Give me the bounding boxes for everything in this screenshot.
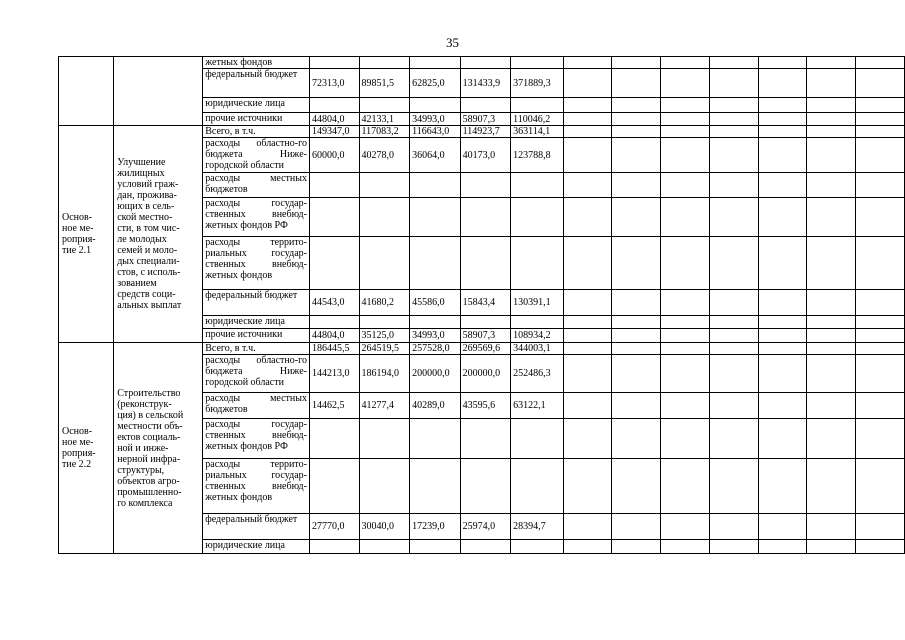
empty-cell (661, 329, 710, 343)
empty-cell (612, 393, 661, 419)
empty-cell (709, 290, 758, 316)
funding-source: расходы террито-риальных государ-ственных внебюд-жетных фондов (203, 237, 310, 290)
empty-cell (807, 459, 856, 514)
amount-cell: 44804,0 (309, 113, 359, 126)
empty-cell (661, 173, 710, 198)
empty-cell (758, 173, 807, 198)
empty-cell (563, 126, 612, 138)
empty-cell (758, 514, 807, 540)
funding-source: расходы государ-ственных внебюд-жетных фондов РФ (203, 198, 310, 237)
empty-cell (709, 419, 758, 459)
empty-cell (856, 355, 905, 393)
amount-cell (511, 57, 563, 69)
amount-cell (359, 98, 410, 113)
budget-table (58, 56, 905, 554)
empty-cell (758, 355, 807, 393)
table-row (59, 126, 905, 138)
empty-cell (856, 540, 905, 554)
empty-cell (612, 126, 661, 138)
amount-cell (309, 419, 359, 459)
empty-cell (661, 237, 710, 290)
amount-cell: 14462,5 (309, 393, 359, 419)
amount-cell: 62825,0 (410, 69, 461, 98)
empty-cell (758, 198, 807, 237)
empty-cell (807, 69, 856, 98)
empty-cell (661, 540, 710, 554)
amount-cell: 131433,9 (460, 69, 511, 98)
empty-cell (807, 316, 856, 329)
amount-cell: 264519,5 (359, 343, 410, 355)
empty-cell (661, 355, 710, 393)
empty-cell (856, 419, 905, 459)
measure-description-cell (114, 343, 203, 554)
amount-cell: 116643,0 (410, 126, 461, 138)
amount-cell: 252486,3 (511, 355, 563, 393)
empty-cell (661, 316, 710, 329)
funding-source: расходы местных бюджетов (203, 173, 310, 198)
amount-cell: 123788,8 (511, 138, 563, 173)
amount-cell (511, 173, 563, 198)
empty-cell (563, 69, 612, 98)
amount-cell (309, 173, 359, 198)
amount-cell (410, 198, 461, 237)
amount-cell: 36064,0 (410, 138, 461, 173)
empty-cell (612, 329, 661, 343)
amount-cell (359, 198, 410, 237)
amount-cell (511, 419, 563, 459)
empty-cell (758, 126, 807, 138)
amount-cell: 45586,0 (410, 290, 461, 316)
empty-cell (709, 329, 758, 343)
empty-cell (709, 138, 758, 173)
empty-cell (758, 393, 807, 419)
amount-cell: 117083,2 (359, 126, 410, 138)
empty-cell (709, 514, 758, 540)
amount-cell (359, 540, 410, 554)
empty-cell (807, 540, 856, 554)
empty-cell (563, 113, 612, 126)
funding-source: расходы государ-ственных внебюд-жетных фондов РФ (203, 419, 310, 459)
amount-cell (359, 459, 410, 514)
empty-cell (758, 57, 807, 69)
amount-cell (359, 316, 410, 329)
amount-cell: 60000,0 (309, 138, 359, 173)
empty-cell (709, 113, 758, 126)
amount-cell (309, 459, 359, 514)
empty-cell (563, 343, 612, 355)
page-number: 35 (446, 35, 459, 50)
amount-cell (410, 173, 461, 198)
amount-cell: 34993,0 (410, 113, 461, 126)
empty-cell (563, 237, 612, 290)
amount-cell (511, 237, 563, 290)
measure-label-cell (59, 343, 114, 554)
measure-label: Основ- ное ме- роприя- тие 2.1 (62, 212, 96, 256)
amount-cell: 40289,0 (410, 393, 461, 419)
amount-cell: 72313,0 (309, 69, 359, 98)
amount-cell (359, 419, 410, 459)
empty-cell (612, 173, 661, 198)
amount-cell: 363114,1 (511, 126, 563, 138)
empty-cell (856, 514, 905, 540)
amount-cell: 269569,6 (460, 343, 511, 355)
funding-source: Всего, в т.ч. (203, 343, 310, 355)
amount-cell (460, 419, 511, 459)
empty-cell (856, 290, 905, 316)
empty-cell (709, 173, 758, 198)
empty-cell (661, 459, 710, 514)
empty-cell (758, 98, 807, 113)
empty-cell (563, 540, 612, 554)
empty-cell (661, 514, 710, 540)
empty-cell (612, 237, 661, 290)
empty-cell (709, 126, 758, 138)
amount-cell (460, 540, 511, 554)
amount-cell: 17239,0 (410, 514, 461, 540)
amount-cell: 30040,0 (359, 514, 410, 540)
empty-cell (612, 98, 661, 113)
empty-cell (807, 198, 856, 237)
empty-cell (758, 138, 807, 173)
empty-cell (612, 57, 661, 69)
empty-cell (758, 290, 807, 316)
amount-cell (460, 173, 511, 198)
empty-cell (758, 540, 807, 554)
amount-cell: 257528,0 (410, 343, 461, 355)
empty-cell (661, 419, 710, 459)
amount-cell: 27770,0 (309, 514, 359, 540)
empty-cell (758, 459, 807, 514)
funding-source: юридические лица (203, 316, 310, 329)
amount-cell: 15843,4 (460, 290, 511, 316)
empty-cell (661, 198, 710, 237)
measure-label: Основ- ное ме- роприя- тие 2.2 (62, 426, 96, 470)
empty-cell (563, 329, 612, 343)
empty-cell (563, 316, 612, 329)
empty-cell (709, 198, 758, 237)
funding-source: расходы местных бюджетов (203, 393, 310, 419)
empty-cell (856, 98, 905, 113)
funding-source: расходы террито-риальных государ-ственных внебюд-жетных фондов (203, 459, 310, 514)
empty-cell (612, 316, 661, 329)
amount-cell: 63122,1 (511, 393, 563, 419)
amount-cell (309, 57, 359, 69)
amount-cell (410, 316, 461, 329)
empty-cell (807, 126, 856, 138)
empty-cell (563, 355, 612, 393)
empty-cell (661, 113, 710, 126)
empty-cell (612, 138, 661, 173)
empty-cell (709, 393, 758, 419)
amount-cell: 89851,5 (359, 69, 410, 98)
amount-cell: 58907,3 (460, 329, 511, 343)
empty-cell (709, 355, 758, 393)
empty-cell (661, 69, 710, 98)
amount-cell (460, 316, 511, 329)
empty-cell (661, 393, 710, 419)
amount-cell: 130391,1 (511, 290, 563, 316)
amount-cell (359, 237, 410, 290)
empty-cell (709, 98, 758, 113)
empty-cell (856, 138, 905, 173)
amount-cell (460, 98, 511, 113)
empty-cell (612, 198, 661, 237)
empty-cell (612, 290, 661, 316)
amount-cell: 186445,5 (309, 343, 359, 355)
empty-cell (758, 113, 807, 126)
empty-cell (807, 355, 856, 393)
empty-cell (709, 540, 758, 554)
empty-cell (612, 69, 661, 98)
amount-cell (309, 237, 359, 290)
amount-cell: 41277,4 (359, 393, 410, 419)
amount-cell (410, 419, 461, 459)
amount-cell: 371889,3 (511, 69, 563, 98)
empty-cell (709, 57, 758, 69)
amount-cell (309, 540, 359, 554)
amount-cell (410, 57, 461, 69)
amount-cell: 344003,1 (511, 343, 563, 355)
funding-source: Всего, в т.ч. (203, 126, 310, 138)
empty-cell (661, 290, 710, 316)
empty-cell (758, 69, 807, 98)
amount-cell: 40173,0 (460, 138, 511, 173)
empty-cell (709, 343, 758, 355)
empty-cell (758, 329, 807, 343)
empty-cell (661, 98, 710, 113)
empty-cell (758, 237, 807, 290)
empty-cell (807, 329, 856, 343)
funding-source: расходы областно-го бюджета Ниже-городской области (203, 355, 310, 393)
empty-cell (856, 126, 905, 138)
measure-label-cell (59, 57, 114, 126)
amount-cell (309, 198, 359, 237)
empty-cell (807, 393, 856, 419)
empty-cell (856, 237, 905, 290)
amount-cell (410, 459, 461, 514)
empty-cell (563, 98, 612, 113)
empty-cell (563, 459, 612, 514)
empty-cell (612, 419, 661, 459)
amount-cell: 149347,0 (309, 126, 359, 138)
amount-cell: 144213,0 (309, 355, 359, 393)
empty-cell (563, 138, 612, 173)
empty-cell (856, 393, 905, 419)
amount-cell (460, 57, 511, 69)
empty-cell (661, 343, 710, 355)
amount-cell (511, 459, 563, 514)
amount-cell: 34993,0 (410, 329, 461, 343)
amount-cell (410, 98, 461, 113)
amount-cell: 58907,3 (460, 113, 511, 126)
amount-cell: 41680,2 (359, 290, 410, 316)
empty-cell (807, 237, 856, 290)
amount-cell: 42133,1 (359, 113, 410, 126)
amount-cell: 35125,0 (359, 329, 410, 343)
amount-cell: 110046,2 (511, 113, 563, 126)
amount-cell (511, 98, 563, 113)
empty-cell (758, 419, 807, 459)
empty-cell (856, 173, 905, 198)
amount-cell (511, 540, 563, 554)
empty-cell (612, 540, 661, 554)
amount-cell: 186194,0 (359, 355, 410, 393)
funding-source: расходы областно-го бюджета Ниже-городской области (203, 138, 310, 173)
amount-cell (410, 237, 461, 290)
empty-cell (856, 459, 905, 514)
empty-cell (709, 237, 758, 290)
empty-cell (709, 459, 758, 514)
empty-cell (856, 316, 905, 329)
amount-cell: 114923,7 (460, 126, 511, 138)
amount-cell (460, 198, 511, 237)
funding-source: прочие источники (203, 329, 310, 343)
funding-source: федеральный бюджет (203, 290, 310, 316)
empty-cell (856, 198, 905, 237)
table-row (59, 343, 905, 355)
empty-cell (612, 343, 661, 355)
funding-source: федеральный бюджет (203, 514, 310, 540)
empty-cell (709, 316, 758, 329)
empty-cell (856, 69, 905, 98)
empty-cell (807, 173, 856, 198)
empty-cell (563, 393, 612, 419)
empty-cell (563, 419, 612, 459)
amount-cell: 25974,0 (460, 514, 511, 540)
table-row (59, 57, 905, 69)
empty-cell (807, 290, 856, 316)
empty-cell (612, 355, 661, 393)
amount-cell (460, 459, 511, 514)
empty-cell (661, 57, 710, 69)
amount-cell (309, 316, 359, 329)
empty-cell (563, 290, 612, 316)
empty-cell (807, 343, 856, 355)
empty-cell (563, 173, 612, 198)
amount-cell: 28394,7 (511, 514, 563, 540)
amount-cell (359, 173, 410, 198)
empty-cell (807, 514, 856, 540)
empty-cell (758, 343, 807, 355)
amount-cell: 44804,0 (309, 329, 359, 343)
funding-source: юридические лица (203, 98, 310, 113)
amount-cell (410, 540, 461, 554)
empty-cell (807, 113, 856, 126)
measure-description-cell (114, 126, 203, 343)
amount-cell: 200000,0 (410, 355, 461, 393)
amount-cell: 108934,2 (511, 329, 563, 343)
measure-description-cell (114, 57, 203, 126)
amount-cell: 43595,6 (460, 393, 511, 419)
measure-description: Улучшение жилищных условий граж- дан, прожива- ющих в сель- ской местно- сти, в том чис- ле молодых семей и моло- дых специали- стов, с исполь- зованием средств соци- альных выплат (117, 157, 182, 311)
empty-cell (563, 198, 612, 237)
empty-cell (709, 69, 758, 98)
empty-cell (856, 57, 905, 69)
empty-cell (807, 98, 856, 113)
amount-cell (511, 198, 563, 237)
amount-cell (511, 316, 563, 329)
amount-cell: 44543,0 (309, 290, 359, 316)
amount-cell (460, 237, 511, 290)
empty-cell (563, 514, 612, 540)
funding-source: прочие источники (203, 113, 310, 126)
amount-cell (359, 57, 410, 69)
amount-cell (309, 98, 359, 113)
measure-description: Строительство (реконструк- ция) в сельской местности объ- ектов социаль- ной и инже- нерной инфра- структуры, объектов агро- промышленно- го комплекса (117, 387, 184, 509)
empty-cell (612, 113, 661, 126)
amount-cell: 200000,0 (460, 355, 511, 393)
empty-cell (856, 329, 905, 343)
measure-label-cell (59, 126, 114, 343)
empty-cell (856, 343, 905, 355)
funding-source: федеральный бюджет (203, 69, 310, 98)
empty-cell (612, 514, 661, 540)
empty-cell (807, 57, 856, 69)
empty-cell (856, 113, 905, 126)
empty-cell (661, 126, 710, 138)
funding-source: жетных фондов (203, 57, 310, 69)
amount-cell: 40278,0 (359, 138, 410, 173)
empty-cell (807, 138, 856, 173)
empty-cell (758, 316, 807, 329)
empty-cell (612, 459, 661, 514)
funding-source: юридические лица (203, 540, 310, 554)
empty-cell (807, 419, 856, 459)
empty-cell (661, 138, 710, 173)
empty-cell (563, 57, 612, 69)
